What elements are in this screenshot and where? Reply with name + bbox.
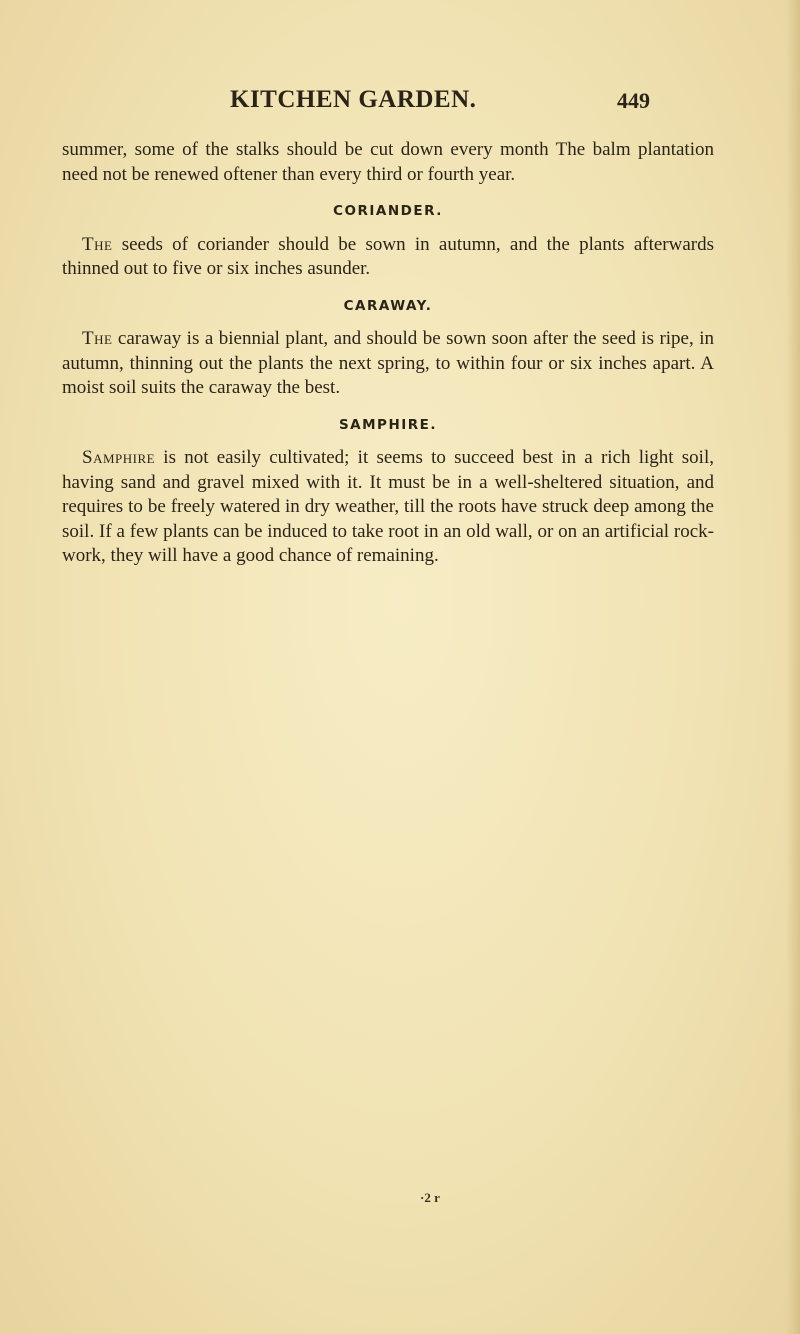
heading-caraway: CARAWAY.	[343, 297, 433, 314]
running-head-title: KITCHEN GARDEN.	[230, 86, 477, 113]
heading-coriander: CORIANDER.	[333, 203, 443, 219]
lead-word: The	[82, 233, 113, 255]
footer-signature-mark: ·2 r	[420, 1190, 440, 1205]
running-header	[0, 86, 800, 122]
lead-word: The	[82, 328, 113, 349]
paragraph-coriander	[62, 233, 714, 282]
paragraph-caraway	[62, 327, 714, 401]
heading-samphire: SAMPHIRE.	[338, 416, 438, 433]
paragraph-text: seeds of coriander should be sown in autumn, and the plants afterwards thinned out to five or six inches asunder.	[62, 233, 714, 279]
paragraph-text: caraway is a biennial plant, and should be sown soon after the seed is ripe, in autumn, thinning out the plants the next spring, to within four or six inches apart. A moist soil suits the caraway the best.	[62, 328, 714, 398]
page-body	[62, 138, 714, 569]
paragraph-samphire	[62, 446, 714, 569]
page-number: 449	[617, 88, 650, 113]
lead-word: Samphire	[82, 447, 156, 468]
intro-paragraph: summer, some of the stalks should be cut down every month The balm plantation need not be renewed oftener than every third or fourth year.	[62, 139, 714, 185]
page-edge-shadow	[786, 0, 800, 1334]
paragraph-text: is not easily cultivated; it seems to succeed best in a rich light soil, having sand and gravel mixed with it. It must be in a well-sheltered situation, and requires to be freely watered in dry weather, till the roots have struck deep among the soil. If a few plants can be induced to take root in an old wall, or on an artificial rock-work, they will have a good chance of remaining.	[62, 447, 714, 566]
